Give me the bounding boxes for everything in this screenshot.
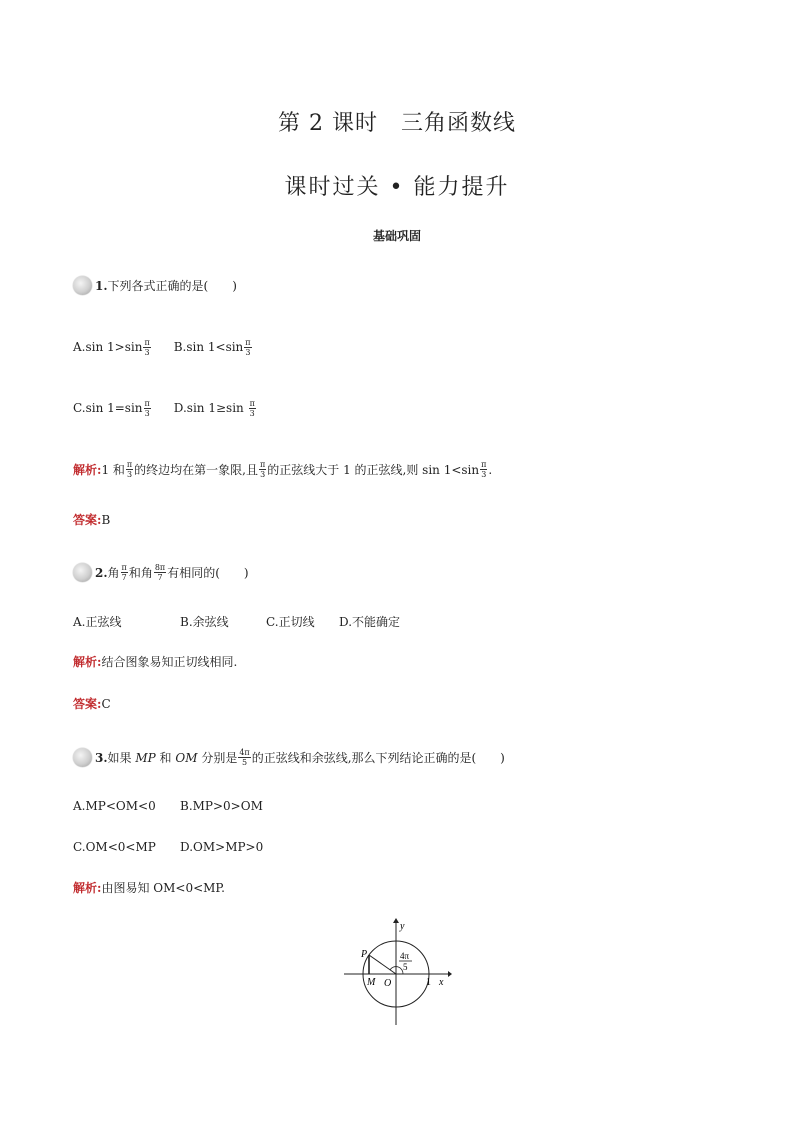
- y-axis-arrow: [393, 918, 399, 923]
- option-a: A.sin 1>sin $\frac{\pi}{3}$: [73, 338, 150, 357]
- option-c: C.sin 1=sin $\frac{\pi}{3}$: [73, 399, 150, 418]
- point-p-label: P: [361, 949, 368, 960]
- question-bullet-icon: [73, 563, 92, 582]
- origin-label: O: [384, 978, 392, 989]
- analysis-label: 解析:: [73, 881, 102, 895]
- question-stem: 下列各式正确的是( ): [107, 278, 237, 293]
- angle-arc: [390, 967, 403, 974]
- page-title: 第 2 课时 三角函数线: [278, 111, 516, 136]
- q2-analysis: 解析: 结合图象易知正切线相同.: [73, 655, 238, 669]
- option-c: C.正切线: [266, 615, 315, 629]
- option-c: C.OM<0<MP: [73, 840, 156, 854]
- fraction: $\frac{\pi}{3}$: [260, 460, 266, 479]
- option-d: D.sin 1≥sin $\frac{\pi}{3}$: [173, 399, 255, 418]
- option-b: B.MP>0>OM: [180, 799, 263, 813]
- section-heading: 基础巩固: [372, 229, 421, 243]
- x-label: x: [439, 977, 444, 988]
- fraction: $\frac{8\pi}{7}$: [154, 563, 166, 582]
- fraction: $\frac{\pi}{3}$: [245, 338, 251, 357]
- angle-den: 5: [403, 962, 408, 972]
- answer-label: 答案:: [73, 513, 102, 527]
- analysis-label: 解析:: [73, 655, 102, 669]
- y-label: y: [400, 921, 405, 932]
- option-b: B.余弦线: [180, 615, 229, 629]
- q2-answer: 答案: C: [73, 697, 111, 711]
- question-3: 3. 如果 MP 和 OM 分别是 $\frac{4\pi}{5}$ 的正弦线和余弦线,那么下列结论正确的是( ): [73, 748, 505, 767]
- option-a: A.MP<OM<0: [73, 799, 156, 813]
- fraction: $\frac{\pi}{3}$: [249, 399, 255, 418]
- fraction: $\frac{\pi}{3}$: [481, 460, 487, 479]
- q2-options: [73, 614, 400, 630]
- question-2: 2. 角 $\frac{\pi}{7}$ 和角 $\frac{8\pi}{7}$ 有相同的( ): [73, 563, 249, 582]
- question-bullet-icon: [73, 748, 92, 767]
- fraction: $\frac{\pi}{3}$: [144, 399, 150, 418]
- question-number: 1.: [95, 278, 108, 293]
- question-bullet-icon: [73, 276, 92, 295]
- x-axis-arrow: [448, 971, 452, 977]
- analysis-label: 解析:: [73, 462, 102, 477]
- angle-num: 4π: [400, 951, 410, 961]
- answer-label: 答案:: [73, 697, 102, 711]
- q1-answer: 答案: B: [73, 513, 111, 527]
- option-d: D.不能确定: [339, 615, 401, 629]
- page-subtitle: 课时过关 • 能力提升: [284, 175, 510, 200]
- q3-analysis: 解析: 由图易知 OM<0<MP.: [73, 881, 225, 895]
- q1-options-row-2: [73, 399, 257, 418]
- q3-options-row-1: [73, 798, 263, 814]
- question-1: [73, 276, 237, 295]
- q3-options-row-2: [73, 839, 263, 855]
- fraction: $\frac{\pi}{7}$: [121, 563, 127, 582]
- option-a: A.正弦线: [73, 615, 122, 629]
- point-m-label: M: [367, 977, 376, 988]
- q1-analysis: 解析: 1 和 $\frac{\pi}{3}$ 的终边均在第一象限,且 $\frac{\pi}{3}$ 的正弦线大于 1 的正弦线,则 sin 1<sin $\frac{\pi}{3}$ .: [73, 460, 493, 479]
- fraction: $\frac{\pi}{3}$: [126, 460, 133, 479]
- fraction: $\frac{\pi}{3}$: [144, 338, 150, 357]
- unit-circle-figure: [340, 915, 455, 1030]
- option-b: B.sin 1<sin $\frac{\pi}{3}$: [173, 338, 251, 357]
- option-d: D.OM>MP>0: [180, 840, 264, 854]
- q1-options-row-1: [73, 338, 253, 357]
- terminal-side: [369, 955, 396, 974]
- fraction: $\frac{4\pi}{5}$: [239, 748, 250, 767]
- one-label: 1: [426, 977, 431, 988]
